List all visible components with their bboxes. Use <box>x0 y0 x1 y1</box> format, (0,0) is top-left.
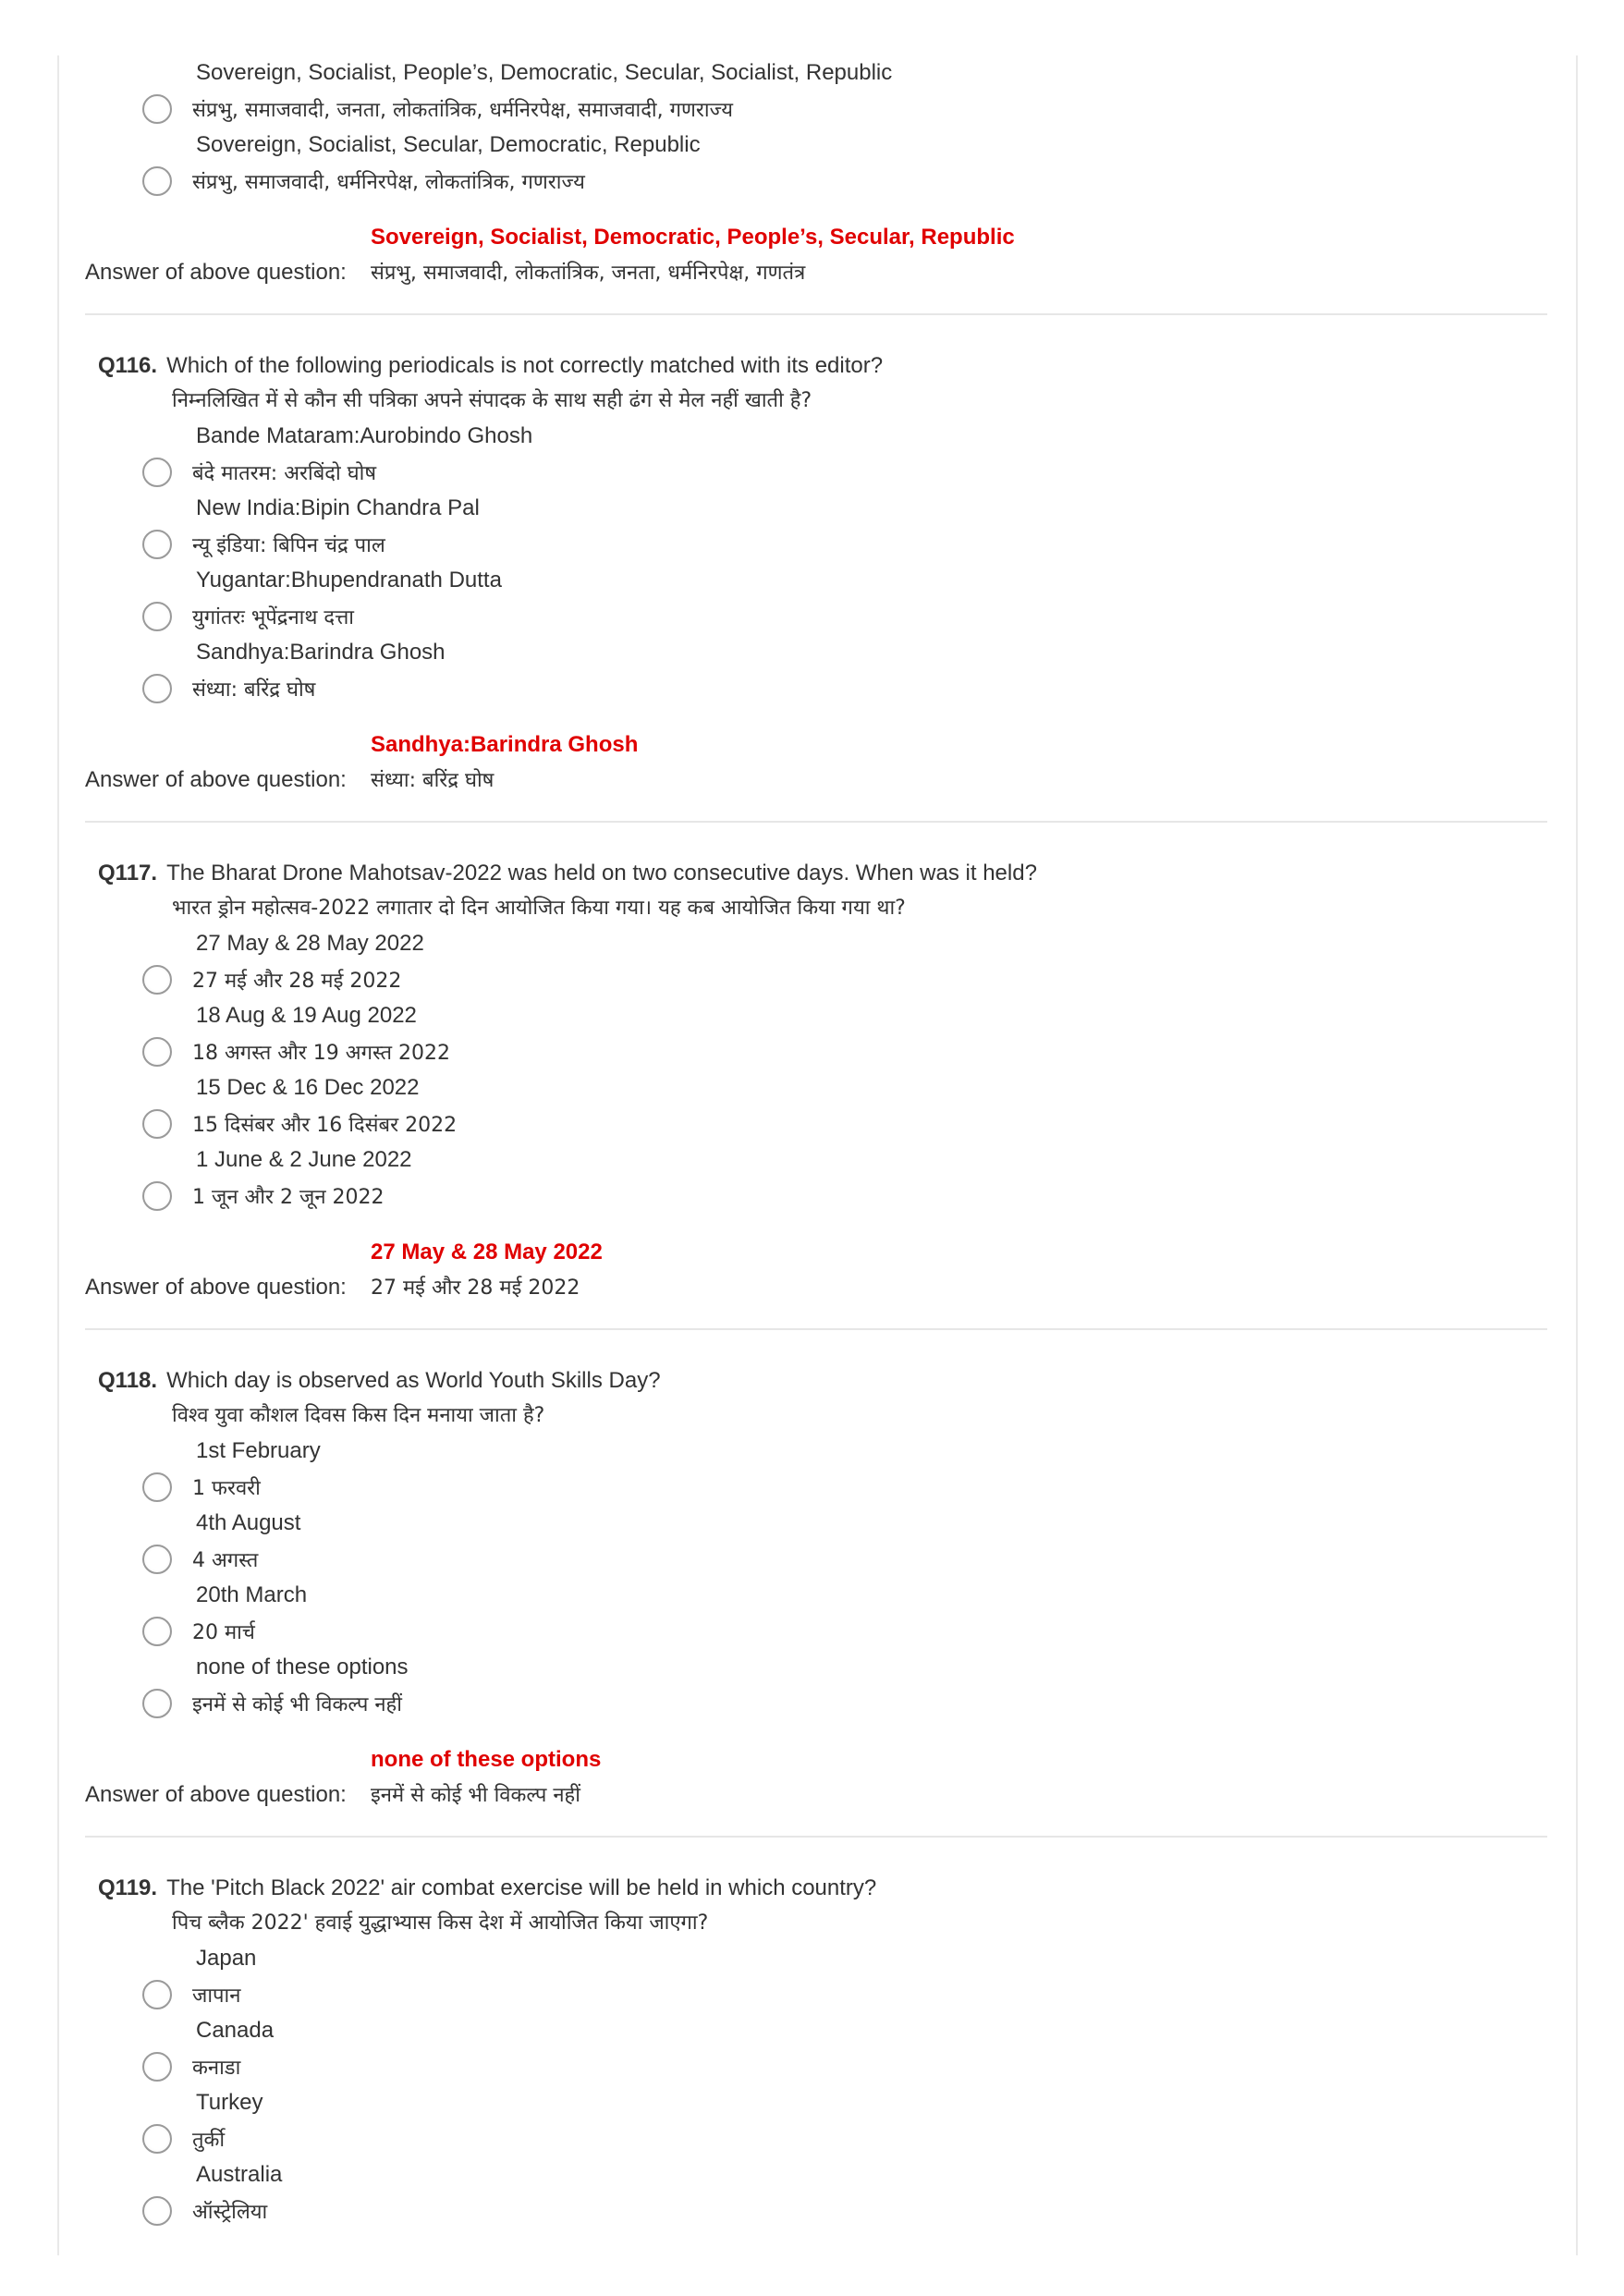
radio-button-icon[interactable] <box>142 2052 172 2082</box>
question-divider <box>85 821 1547 823</box>
question-number: Q116. <box>98 353 158 378</box>
radio-button-icon[interactable] <box>142 602 172 631</box>
question-header <box>98 1363 1547 1398</box>
radio-button-icon[interactable] <box>142 166 172 196</box>
option-row[interactable] <box>142 961 1547 998</box>
radio-button-icon[interactable] <box>142 530 172 559</box>
option-row[interactable] <box>142 1178 1547 1215</box>
radio-button-icon[interactable] <box>142 965 172 995</box>
option-row[interactable] <box>142 454 1547 491</box>
option-hindi: न्यू इंडिया: बिपिन चंद्र पाल <box>192 534 385 557</box>
option-english: Japan <box>196 1946 257 1971</box>
question-text-hindi: विश्व युवा कौशल दिवस किस दिन मनाया जाता है? <box>172 1404 545 1427</box>
radio-button-icon[interactable] <box>142 1545 172 1574</box>
option-english: 15 Dec & 16 Dec 2022 <box>196 1075 420 1100</box>
question-text-hindi: पिच ब्लैक 2022' हवाई युद्धाभ्यास किस देश में आयोजित किया जाएगा? <box>172 1911 709 1935</box>
radio-button-icon[interactable] <box>142 1689 172 1718</box>
radio-button-icon[interactable] <box>142 1181 172 1211</box>
option-english: 1st February <box>196 1438 321 1463</box>
question-text-english: Which of the following periodicals is not correctly matched with its editor? <box>166 353 884 378</box>
radio-button-icon[interactable] <box>142 1617 172 1646</box>
option-english: Yugantar:Bhupendranath Dutta <box>196 568 502 592</box>
question-block-q115-continued <box>85 55 1547 291</box>
option-row[interactable] <box>142 2120 1547 2157</box>
radio-button-icon[interactable] <box>142 1980 172 2009</box>
option-english: Australia <box>196 2162 283 2187</box>
radio-button-icon[interactable] <box>142 94 172 124</box>
question-divider <box>85 313 1547 315</box>
option-row[interactable] <box>142 526 1547 563</box>
question-header <box>98 856 1547 891</box>
radio-button-icon[interactable] <box>142 674 172 703</box>
radio-button-icon[interactable] <box>142 1472 172 1502</box>
option-hindi: इनमें से कोई भी विकल्प नहीं <box>192 1693 402 1716</box>
question-divider <box>85 1836 1547 1838</box>
option-row[interactable] <box>142 2048 1547 2085</box>
question-divider <box>85 1328 1547 1330</box>
radio-button-icon[interactable] <box>142 2124 172 2154</box>
question-header <box>98 348 1547 384</box>
answer-row <box>85 1777 1547 1814</box>
option-row[interactable] <box>142 1613 1547 1650</box>
question-text-hindi: निम्नलिखित में से कौन सी पत्रिका अपने संपादक के साथ सही ढंग से मेल नहीं खाती है? <box>172 389 812 412</box>
option-hindi: 4 अगस्त <box>192 1549 259 1572</box>
right-border-line <box>1576 55 1578 2255</box>
option-english: 4th August <box>196 1510 301 1535</box>
option-english: 1 June & 2 June 2022 <box>196 1147 412 1172</box>
option-hindi: 18 अगस्त और 19 अगस्त 2022 <box>192 1042 451 1065</box>
question-text-hindi: भारत ड्रोन महोत्सव-2022 लगातार दो दिन आयोजित किया गया। यह कब आयोजित किया गया था? <box>172 897 906 920</box>
radio-button-icon[interactable] <box>142 2196 172 2226</box>
answer-section <box>85 1742 1547 1814</box>
option-hindi: 15 दिसंबर और 16 दिसंबर 2022 <box>192 1114 458 1137</box>
option-hindi: युगांतरः भूपेंद्रनाथ दत्ता <box>192 606 355 629</box>
option-hindi: संप्रभु, समाजवादी, जनता, लोकतांत्रिक, धर्मनिरपेक्ष, समाजवादी, गणराज्य <box>192 99 733 122</box>
correct-answer-hindi: संध्या: बरिंद्र घोष <box>371 769 495 792</box>
option-row[interactable] <box>142 670 1547 707</box>
option-hindi: 20 मार्च <box>192 1621 255 1644</box>
option-english: Bande Mataram:Aurobindo Ghosh <box>196 423 533 448</box>
option-hindi: 27 मई और 28 मई 2022 <box>192 970 402 993</box>
option-hindi: 1 जून और 2 जून 2022 <box>192 1186 385 1209</box>
question-number: Q118. <box>98 1368 158 1393</box>
option-hindi: संध्या: बरिंद्र घोष <box>192 678 316 702</box>
option-row[interactable] <box>142 91 1547 128</box>
correct-answer-hindi: इनमें से कोई भी विकल्प नहीं <box>371 1784 580 1807</box>
answer-row <box>85 255 1547 291</box>
option-english: Canada <box>196 2018 275 2043</box>
answer-label: Answer of above question: <box>85 260 347 285</box>
question-text-english: Which day is observed as World Youth Skills Day? <box>166 1368 661 1393</box>
answer-section <box>85 220 1547 291</box>
answer-label: Answer of above question: <box>85 1275 347 1300</box>
option-english: none of these options <box>196 1655 409 1679</box>
option-hindi: कनाडा <box>192 2057 241 2080</box>
option-english: Sovereign, Socialist, People’s, Democratic, Secular, Socialist, Republic <box>196 60 893 85</box>
correct-answer-english: Sovereign, Socialist, Democratic, People’s, Secular, Republic <box>371 225 1015 250</box>
left-border-line <box>57 55 59 2255</box>
option-hindi: 1 फरवरी <box>192 1477 261 1500</box>
option-hindi: बंदे मातरम: अरबिंदो घोष <box>192 462 377 485</box>
correct-answer-hindi: संप्रभु, समाजवादी, लोकतांत्रिक, जनता, धर्मनिरपेक्ष, गणतंत्र <box>371 262 806 285</box>
answer-section <box>85 1235 1547 1306</box>
question-header <box>98 1871 1547 1906</box>
question-block-q119 <box>85 1871 1547 2229</box>
question-number: Q119. <box>98 1875 158 1900</box>
correct-answer-english: 27 May & 28 May 2022 <box>371 1240 603 1264</box>
answer-label: Answer of above question: <box>85 767 347 792</box>
answer-label: Answer of above question: <box>85 1782 347 1807</box>
correct-answer-english: none of these options <box>371 1747 602 1772</box>
option-english: New India:Bipin Chandra Pal <box>196 495 480 520</box>
answer-row <box>85 1270 1547 1306</box>
question-block-q118 <box>85 1363 1547 1814</box>
radio-button-icon[interactable] <box>142 458 172 487</box>
option-english: Sovereign, Socialist, Secular, Democratic, Republic <box>196 132 701 157</box>
option-english: 27 May & 28 May 2022 <box>196 931 424 956</box>
option-hindi: ऑस्ट्रेलिया <box>192 2201 268 2224</box>
option-row[interactable] <box>142 1541 1547 1578</box>
option-row[interactable] <box>142 1033 1547 1070</box>
question-number: Q117. <box>98 861 158 885</box>
correct-answer-hindi: 27 मई और 28 मई 2022 <box>371 1276 580 1300</box>
question-text-english: The Bharat Drone Mahotsav-2022 was held on two consecutive days. When was it held? <box>166 861 1037 885</box>
question-text-english: The 'Pitch Black 2022' air combat exercise will be held in which country? <box>166 1875 877 1900</box>
option-english: 18 Aug & 19 Aug 2022 <box>196 1003 417 1028</box>
radio-button-icon[interactable] <box>142 1037 172 1067</box>
option-row[interactable] <box>142 1976 1547 2013</box>
option-row[interactable] <box>142 598 1547 635</box>
option-hindi: जापान <box>192 1985 241 2008</box>
radio-button-icon[interactable] <box>142 1109 172 1139</box>
option-english: 20th March <box>196 1582 308 1607</box>
option-english: Turkey <box>196 2090 263 2115</box>
question-block-q117 <box>85 856 1547 1306</box>
option-english: Sandhya:Barindra Ghosh <box>196 640 446 665</box>
option-row[interactable] <box>142 1685 1547 1722</box>
correct-answer-english: Sandhya:Barindra Ghosh <box>371 732 639 757</box>
option-hindi: संप्रभु, समाजवादी, धर्मनिरपेक्ष, लोकतांत्रिक, गणराज्य <box>192 171 585 194</box>
answer-row <box>85 763 1547 799</box>
document-page <box>85 55 1547 2229</box>
option-row[interactable] <box>142 1469 1547 1506</box>
option-row[interactable] <box>142 163 1547 200</box>
option-row[interactable] <box>142 1105 1547 1142</box>
option-row[interactable] <box>142 2192 1547 2229</box>
answer-section <box>85 727 1547 799</box>
question-block-q116 <box>85 348 1547 799</box>
option-hindi: तुर्की <box>192 2129 226 2152</box>
